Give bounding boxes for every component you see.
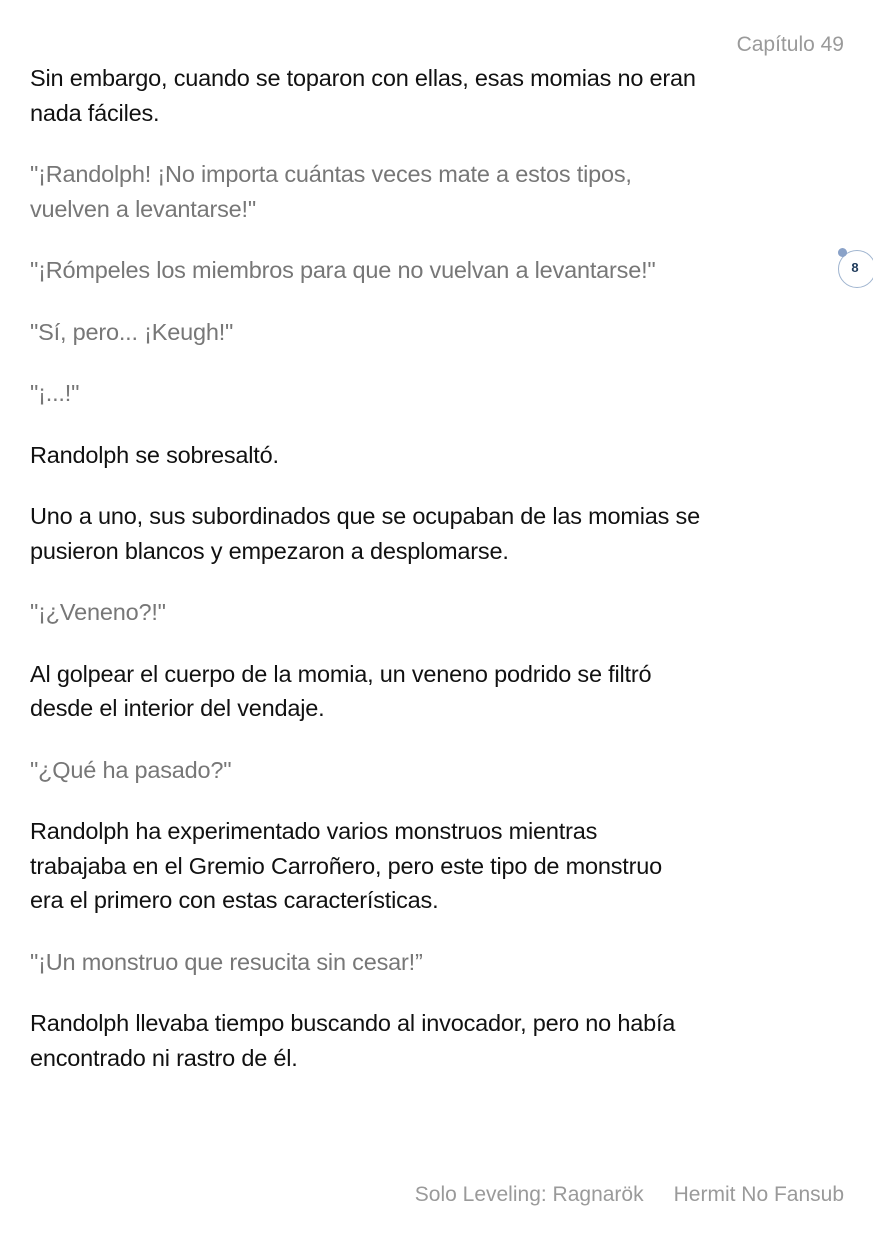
text-line: era el primero con estas características. <box>30 887 439 913</box>
text-line: desde el interior del vendaje. <box>30 695 325 721</box>
text-line: Sin embargo, cuando se toparon con ellas, esas momias no eran <box>30 65 696 91</box>
bookmark-dot-icon <box>838 248 847 257</box>
dialogue-paragraph <box>30 945 860 980</box>
narration-paragraph <box>30 438 860 473</box>
text-line: vuelven a levantarse!" <box>30 195 257 222</box>
text-line: trabajaba en el Gremio Carroñero, pero este tipo de monstruo <box>30 852 662 879</box>
narration-paragraph <box>30 814 860 918</box>
book-title: Solo Leveling: Ragnarök <box>414 1183 644 1206</box>
dialogue-paragraph <box>30 753 860 788</box>
text-line: encontrado ni rastro de él. <box>30 1044 298 1071</box>
dialogue-paragraph <box>30 253 860 288</box>
narration-paragraph <box>30 657 860 726</box>
page-content <box>30 61 860 1102</box>
text-line: "¡...!" <box>30 380 80 406</box>
text-line: "¡Rómpeles los miembros para que no vuelvan a levantarse!" <box>30 257 656 283</box>
narration-paragraph <box>30 61 860 130</box>
text-line: "Sí, pero... ¡Keugh!" <box>30 318 234 345</box>
dialogue-paragraph <box>30 595 860 630</box>
dialogue-paragraph <box>30 157 860 226</box>
text-line: "¡¿Veneno?!" <box>30 599 166 625</box>
narration-paragraph <box>30 1006 860 1075</box>
text-line: Randolph se sobresaltó. <box>30 441 279 468</box>
text-line: nada fáciles. <box>30 99 160 126</box>
text-line: "¡Randolph! ¡No importa cuántas veces mate a estos tipos, <box>30 161 632 187</box>
text-line: pusieron blancos y empezaron a desplomarse. <box>30 537 509 564</box>
dialogue-paragraph <box>30 376 860 411</box>
narration-paragraph <box>30 499 860 568</box>
text-line: Uno a uno, sus subordinados que se ocupaban de las momias se <box>30 503 700 529</box>
translator-credit: Hermit No Fansub <box>673 1183 844 1206</box>
text-line: "¿Qué ha pasado?" <box>30 756 232 783</box>
text-line: Al golpear el cuerpo de la momia, un veneno podrido se filtró <box>30 660 652 687</box>
text-line: Randolph ha experimentado varios monstruos mientras <box>30 818 598 844</box>
dialogue-paragraph <box>30 315 860 350</box>
page-number: 8 <box>851 260 859 275</box>
chapter-header: Capítulo 49 <box>736 33 844 56</box>
page-footer <box>415 1183 844 1207</box>
text-line: "¡Un monstruo que resucita sin cesar!” <box>30 948 423 975</box>
text-line: Randolph llevaba tiempo buscando al invocador, pero no había <box>30 1010 676 1036</box>
page-number-marker[interactable] <box>838 250 873 288</box>
